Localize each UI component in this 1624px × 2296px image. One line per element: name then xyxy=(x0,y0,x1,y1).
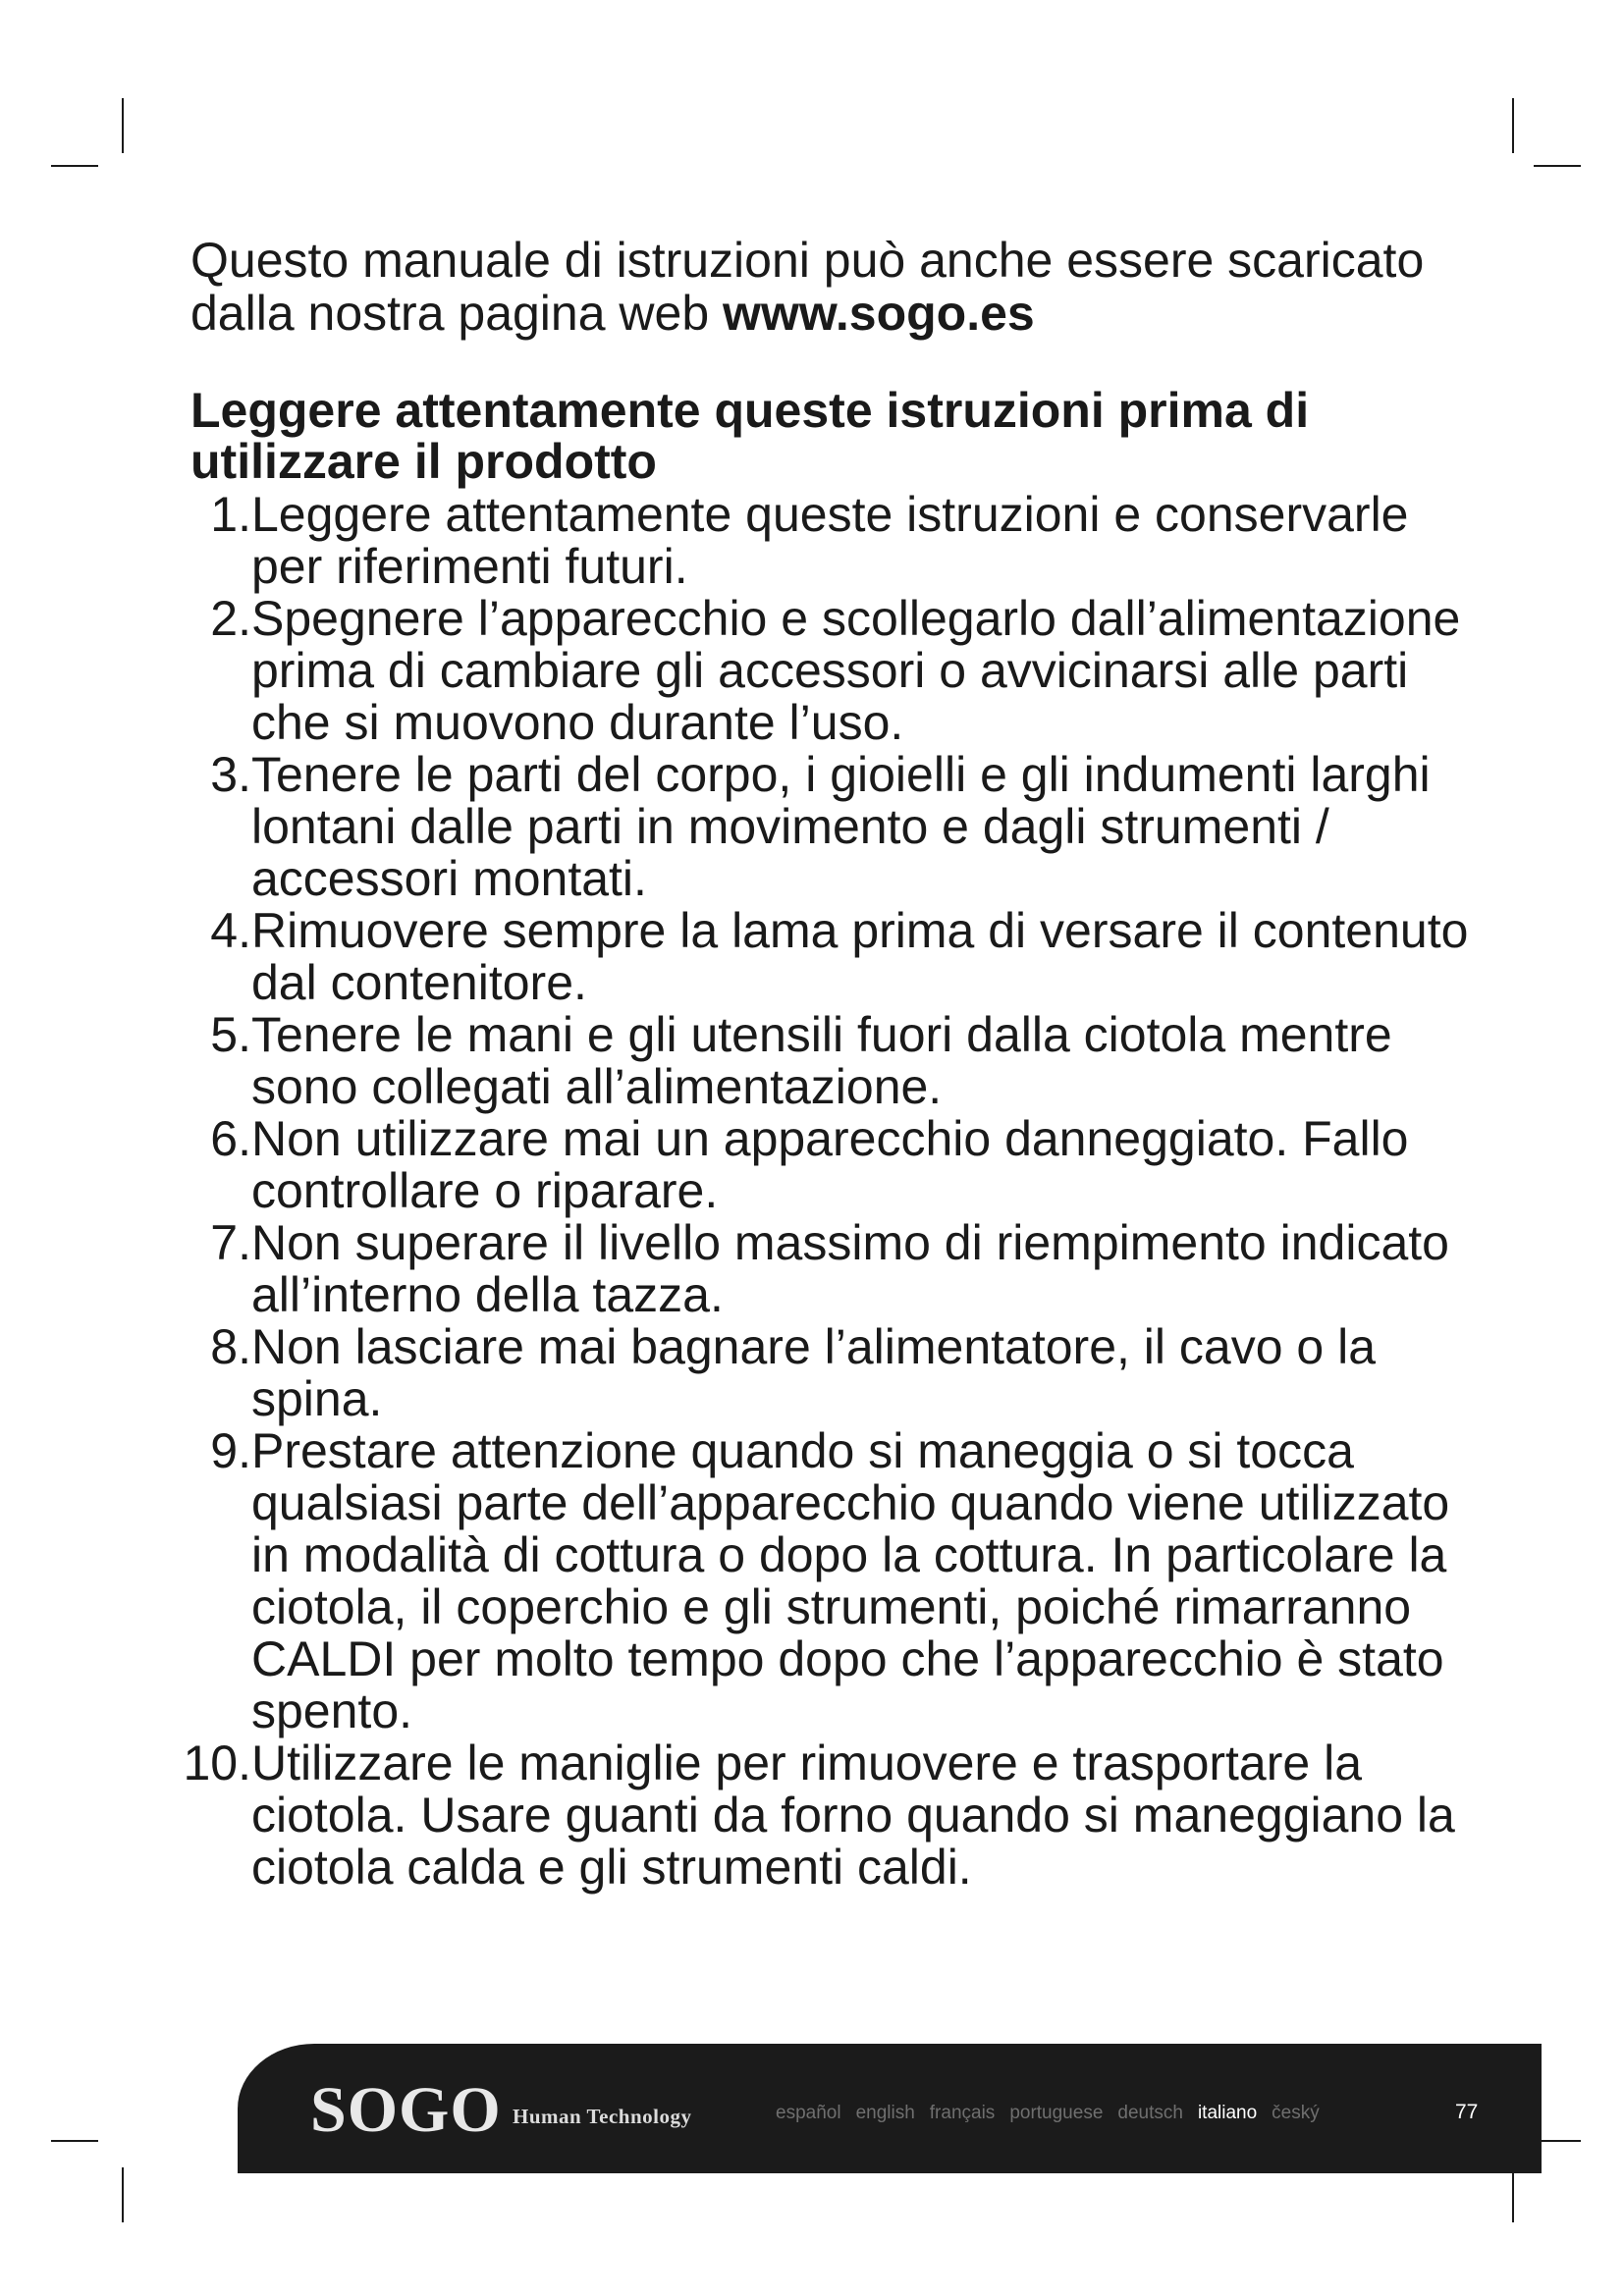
item-number: 5. xyxy=(210,1007,251,1062)
crop-mark xyxy=(1512,98,1514,153)
item-text: Rimuovere sempre la lama prima di versare il contenuto dal contenitore. xyxy=(251,903,1469,1010)
footer-bar xyxy=(238,2044,1542,2173)
intro-paragraph xyxy=(190,234,1487,340)
crop-mark xyxy=(122,98,124,153)
instruction-item xyxy=(190,1217,1487,1321)
language-1[interactable]: english xyxy=(855,2103,915,2123)
item-text: Tenere le mani e gli utensili fuori dalla ciotola mentre sono collegati all’alimentazione. xyxy=(251,1007,1392,1114)
item-text: Spegnere l’apparecchio e scollegarlo dall’alimentazione prima di cambiare gli accessori o avvicinarsi alle parti che si muovono durante l’uso. xyxy=(251,591,1461,750)
language-6[interactable]: český xyxy=(1272,2103,1320,2123)
crop-mark xyxy=(51,165,98,167)
instruction-item xyxy=(190,1321,1487,1425)
item-text: Leggere attentamente queste istruzioni e conservarle per riferimenti futuri. xyxy=(251,487,1409,594)
item-number: 6. xyxy=(210,1111,251,1166)
item-text: Non utilizzare mai un apparecchio danneggiato. Fallo controllare o riparare. xyxy=(251,1111,1409,1218)
item-text: Non lasciare mai bagnare l’alimentatore, il cavo o la spina. xyxy=(251,1319,1377,1426)
language-0[interactable]: español xyxy=(776,2103,841,2123)
item-number: 2. xyxy=(210,591,251,646)
safety-heading: Leggere attentamente queste istruzioni prima di utilizzare il prodotto xyxy=(190,383,1310,489)
page-number: 77 xyxy=(1455,2101,1479,2123)
language-list xyxy=(776,2103,1320,2124)
intro-text: Questo manuale di istruzioni può anche essere scaricato dalla nostra pagina web xyxy=(190,233,1425,341)
instruction-list xyxy=(183,487,1487,1895)
instruction-item xyxy=(190,1113,1487,1217)
item-text: Utilizzare le maniglie per rimuovere e trasportare la ciotola. Usare guanti da forno quando si maneggiano la ciotola calda e gli strumenti caldi. xyxy=(251,1735,1455,1895)
item-number: 7. xyxy=(210,1215,251,1270)
crop-mark xyxy=(122,2167,124,2222)
item-number: 3. xyxy=(210,747,251,802)
crop-mark xyxy=(51,2140,98,2142)
item-number: 1. xyxy=(210,487,251,542)
sogo-logo: SOGO xyxy=(310,2074,502,2146)
page-content xyxy=(183,233,1487,1895)
crop-mark xyxy=(1534,165,1581,167)
language-2[interactable]: français xyxy=(929,2103,996,2123)
instruction-item xyxy=(190,1425,1487,1737)
item-number: 8. xyxy=(210,1319,251,1374)
item-text: Non superare il livello massimo di riempimento indicato all’interno della tazza. xyxy=(251,1215,1449,1322)
item-number: 10. xyxy=(183,1735,251,1790)
language-3[interactable]: portuguese xyxy=(1009,2103,1104,2123)
instruction-item xyxy=(183,1735,1487,1895)
item-number: 4. xyxy=(210,903,251,958)
brand-tagline: Human Technology xyxy=(513,2105,692,2128)
crop-mark xyxy=(1512,2167,1514,2222)
website-link[interactable]: www.sogo.es xyxy=(723,286,1035,341)
item-number: 9. xyxy=(210,1423,251,1478)
instruction-item xyxy=(190,1009,1487,1113)
instruction-item xyxy=(190,749,1487,905)
item-text: Prestare attenzione quando si maneggia o si tocca qualsiasi parte dell’apparecchio quando viene utilizzato in modalità di cottura o dopo la cottura. In particolare la ciotola, il coperchio e gli strumenti, poiché rimarranno CALDI per molto tempo dopo che l’apparecchio è stato spento. xyxy=(251,1423,1450,1738)
instruction-item xyxy=(190,905,1487,1009)
language-5[interactable]: italiano xyxy=(1197,2103,1258,2123)
instruction-item xyxy=(190,489,1487,593)
item-text: Tenere le parti del corpo, i gioielli e gli indumenti larghi lontani dalle parti in movimento e dagli strumenti / accessori montati. xyxy=(251,747,1431,906)
instruction-item xyxy=(190,593,1487,749)
language-4[interactable]: deutsch xyxy=(1117,2103,1183,2123)
